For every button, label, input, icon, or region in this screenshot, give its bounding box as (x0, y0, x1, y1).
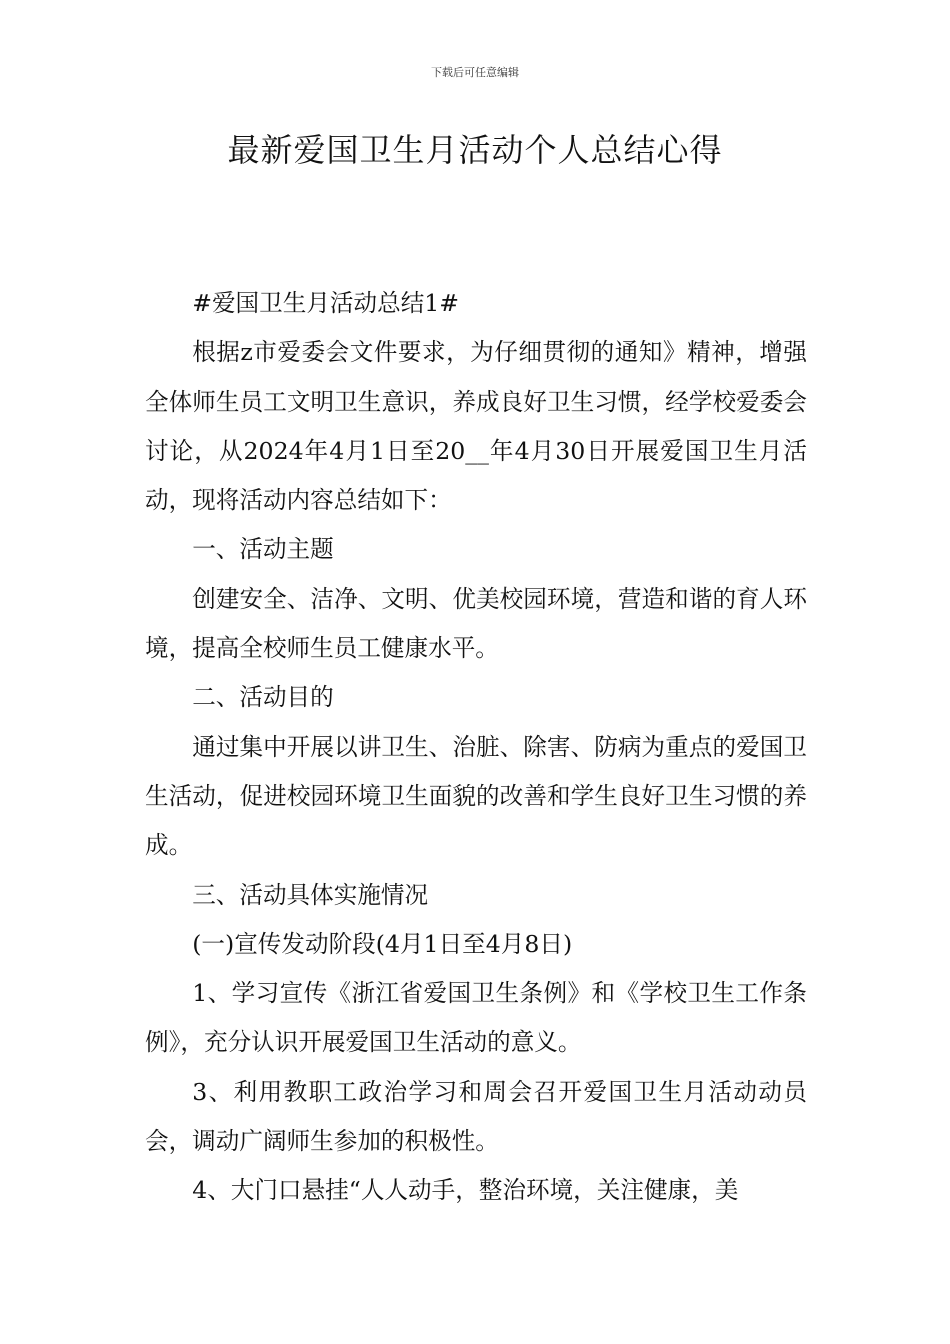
theme-paragraph: 创建安全、洁净、文明、优美校园环境，营造和谐的育人环境，提高全校师生员工健康水平。 (145, 584, 807, 663)
intro-paragraph: 根据z市爱委会文件要求，为仔细贯彻的通知》精神，增强全体师生员工文明卫生意识，养成良好卫生习惯，经学校爱委会讨论，从2024年4月1日至20__年4月30日开展爱国卫生月活动，现将活动内容总结如下： (145, 338, 807, 515)
purpose-paragraph: 通过集中开展以讲卫生、治脏、除害、防病为重点的爱国卫生活动，促进校园环境卫生面貌的改善和学生良好卫生习惯的养成。 (145, 732, 807, 860)
heading-activity-theme: 一、活动主题 (192, 535, 334, 564)
document-title: 最新爱国卫生月活动个人总结心得 (227, 131, 723, 169)
list-item-4: 4、大门口悬挂“人人动手，整治环境，关注健康，美 (192, 1176, 739, 1205)
heading-implementation: 三、活动具体实施情况 (192, 880, 429, 909)
heading-activity-purpose: 二、活动目的 (192, 683, 334, 712)
list-item-1: 1、学习宣传《浙江省爱国卫生条例》和《学校卫生工作条例》，充分认识开展爱国卫生活动的意义。 (145, 979, 807, 1057)
header-note: 下载后可任意编辑 (431, 66, 519, 79)
document-body (145, 279, 807, 1216)
subheading-publicity-stage: (一)宣传发动阶段(4月1日至4月8日) (192, 929, 573, 958)
list-item-3: 3、利用教职工政治学习和周会召开爱国卫生月活动动员会，调动广阔师生参加的积极性。 (145, 1077, 807, 1156)
section-marker: #爱国卫生月活动总结1# (192, 289, 460, 317)
